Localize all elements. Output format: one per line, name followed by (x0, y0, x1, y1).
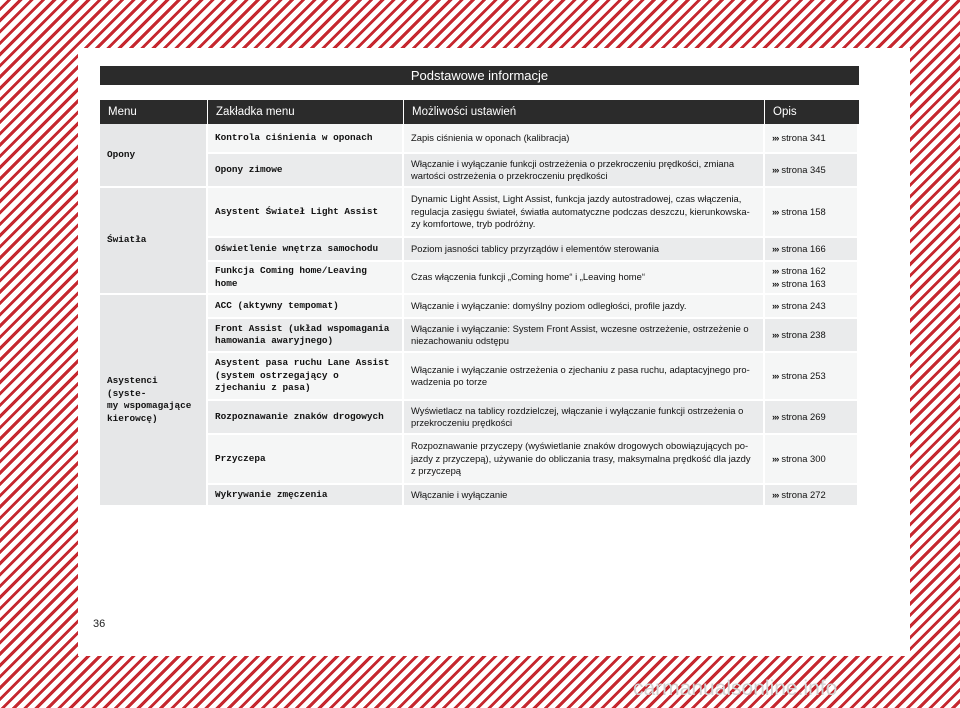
option-text: Dynamic Light Assist, Light Assist, funkcja jazdy autostradowej, czas włączenia, regulacja zasięgu świateł, światła automatyczne podczas deszczu, kierunkowska-zy komfortowe, tryb podróżny. (404, 188, 765, 238)
header-tab: Zakładka menu (208, 100, 404, 124)
tab-name: Przyczepa (208, 435, 404, 485)
table-row (100, 435, 859, 485)
table-row (100, 238, 859, 262)
reference-label: strona 158 (781, 205, 826, 217)
tab-name: Funkcja Coming home/Leaving home (208, 262, 404, 295)
arrow-icon: ››› (772, 369, 779, 381)
page-reference[interactable] (765, 353, 859, 401)
option-text: Włączanie i wyłączanie: domyślny poziom odległości, profile jazdy. (404, 295, 765, 319)
option-text: Włączanie i wyłączanie ostrzeżenia o zjechaniu z pasa ruchu, adaptacyjnego pro-wadzenia po torze (404, 353, 765, 401)
settings-table (100, 100, 859, 507)
page-reference[interactable] (765, 435, 859, 485)
reference-label: strona 300 (781, 452, 826, 464)
header-ref: Opis (765, 100, 859, 124)
page-reference[interactable] (765, 262, 859, 295)
tab-name: Asystent Świateł Light Assist (208, 188, 404, 238)
tab-name: Opony zimowe (208, 154, 404, 188)
reference-label: strona 166 (781, 242, 826, 254)
option-text: Włączanie i wyłączanie: System Front Assist, wczesne ostrzeżenie, ostrzeżenie o niezachowaniu odstępu (404, 319, 765, 353)
tab-name: ACC (aktywny tempomat) (208, 295, 404, 319)
table-row (100, 262, 859, 295)
option-text: Zapis ciśnienia w oponach (kalibracja) (404, 124, 765, 154)
reference-label: strona 163 (781, 277, 826, 289)
reference-label: strona 243 (781, 299, 826, 311)
watermark: carmanualsonline.info (633, 677, 838, 700)
arrow-icon: ››› (772, 410, 779, 422)
arrow-icon: ››› (772, 452, 779, 464)
table-row (100, 401, 859, 435)
category-opony: Opony (100, 124, 208, 188)
header-menu: Menu (100, 100, 208, 124)
table-row (100, 485, 859, 507)
option-text: Włączanie i wyłączanie funkcji ostrzeżenia o przekroczeniu prędkości, zmiana wartości ostrzeżenia o przekroczeniu prędkości (404, 154, 765, 188)
option-text: Poziom jasności tablicy przyrządów i elementów sterowania (404, 238, 765, 262)
option-text: Rozpoznawanie przyczepy (wyświetlanie znaków drogowych obowiązujących po-jazdy z przyczepą), używanie do obliczania trasy, maksymalna prędkość dla jazdy z przyczepą (404, 435, 765, 485)
page-reference[interactable] (765, 124, 859, 154)
arrow-icon: ››› (772, 265, 779, 276)
tab-name: Front Assist (układ wspomagania hamowania awaryjnego) (208, 319, 404, 353)
arrow-icon: ››› (772, 277, 779, 289)
page-reference[interactable] (765, 401, 859, 435)
table-row (100, 353, 859, 401)
option-text: Włączanie i wyłączanie (404, 485, 765, 507)
header-options: Możliwości ustawień (404, 100, 765, 124)
option-text: Czas włączenia funkcji „Coming home“ i „Leaving home“ (404, 262, 765, 295)
reference-label: strona 341 (781, 131, 826, 143)
arrow-icon: ››› (772, 328, 779, 340)
category-asystenci: Asystenci (syste- my wspomagające kierowcę) (100, 295, 208, 507)
arrow-icon: ››› (772, 131, 779, 143)
table-header-row (100, 100, 859, 124)
tab-name: Oświetlenie wnętrza samochodu (208, 238, 404, 262)
reference-label: strona 345 (781, 163, 826, 175)
arrow-icon: ››› (772, 242, 779, 254)
page-reference[interactable] (765, 188, 859, 238)
table-row (100, 154, 859, 188)
tab-name: Rozpoznawanie znaków drogowych (208, 401, 404, 435)
reference-label: strona 269 (781, 410, 826, 422)
arrow-icon: ››› (772, 205, 779, 217)
reference-label: strona 162 (781, 265, 826, 276)
arrow-icon: ››› (772, 488, 779, 500)
page-title: Podstawowe informacje (100, 66, 859, 85)
reference-label: strona 238 (781, 328, 826, 340)
tab-name: Asystent pasa ruchu Lane Assist (system ostrzegający o zjechaniu z pasa) (208, 353, 404, 401)
page-reference[interactable] (765, 238, 859, 262)
page-number: 36 (93, 618, 106, 630)
tab-name: Kontrola ciśnienia w oponach (208, 124, 404, 154)
option-text: Wyświetlacz na tablicy rozdzielczej, włączanie i wyłączanie funkcji ostrzeżenia o przekroczeniu prędkości (404, 401, 765, 435)
category-swiatla: Światła (100, 188, 208, 295)
page-reference[interactable] (765, 295, 859, 319)
arrow-icon: ››› (772, 299, 779, 311)
table-row (100, 188, 859, 238)
page-reference[interactable] (765, 485, 859, 507)
tab-name: Wykrywanie zmęczenia (208, 485, 404, 507)
table-row (100, 295, 859, 319)
reference-label: strona 253 (781, 369, 826, 381)
page-reference[interactable] (765, 154, 859, 188)
page-reference[interactable] (765, 319, 859, 353)
table-row (100, 319, 859, 353)
reference-label: strona 272 (781, 488, 826, 500)
arrow-icon: ››› (772, 163, 779, 175)
table-row (100, 124, 859, 154)
